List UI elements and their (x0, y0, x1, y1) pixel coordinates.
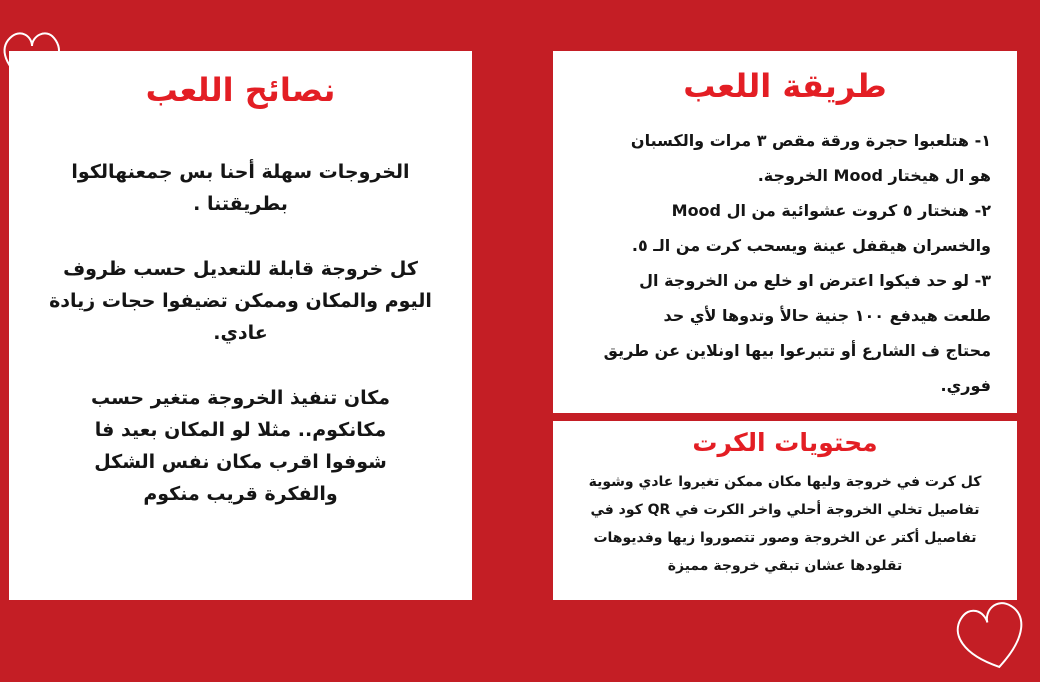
rules-line: ١- هتلعبوا حجرة ورقة مقص ٣ مرات والكسبان (630, 131, 991, 150)
tips-panel (9, 51, 472, 600)
rules-line: طلعت هيدفع ١٠٠ جنية حالأ وتدوها لأي حد (663, 306, 991, 325)
card-line: كل كرت في خروجة وليها مكان ممكن تغيروا عادي وشوية (588, 474, 982, 490)
rules-line: هو ال هيختار Mood الخروجة. (757, 166, 991, 185)
tips-title: نصائح اللعب (145, 71, 336, 109)
tips-paragraph: الخروجات سهلة أحنا بس جمعنهالكوا بطريقتنا . (71, 161, 410, 215)
card-contents-panel (553, 421, 1017, 600)
how-to-play-panel (553, 51, 1017, 413)
card-contents-text (563, 468, 1007, 580)
card-contents-title: محتويات الكرت (692, 428, 878, 457)
rules-line: ٣- لو حد فيكوا اعترض او خلع من الخروجة ال (639, 271, 991, 290)
how-to-play-title: طريقة اللعب (683, 67, 887, 105)
tips-paragraph: كل خروجة قابلة للتعديل حسب ظروف اليوم والمكان وممكن تضيفوا حجات زيادة عادي. (49, 258, 432, 344)
rules-text (581, 123, 991, 403)
card-line: تقلودها عشان تبقي خروجة مميزة (667, 558, 903, 574)
rules-line: ٢- هنختار ٥ كروت عشوائية من ال Mood (671, 201, 991, 220)
card-line: تفاصيل تخلي الخروجة أحلي واخر الكرت في QR كود في (590, 502, 980, 518)
card-line: تفاصيل أكتر عن الخروجة وصور تتصوروا زيها وفديوهات (593, 530, 977, 546)
rules-line: فوري. (940, 376, 991, 395)
rules-line: والخسران هيقفل عينة ويسحب كرت من الـ ٥. (631, 236, 991, 255)
rules-line: محتاج ف الشارع أو تتبرعوا بيها اونلاين عن طريق (603, 341, 991, 360)
heart-outline-icon (946, 596, 1036, 676)
tips-paragraph: مكان تنفيذ الخروجة متغير حسب مكانكوم.. مثلا لو المكان بعيد فا شوفوا اقرب مكان نفس الشكل والفكرة قريب منكوم (90, 387, 391, 505)
tips-text (19, 156, 462, 543)
